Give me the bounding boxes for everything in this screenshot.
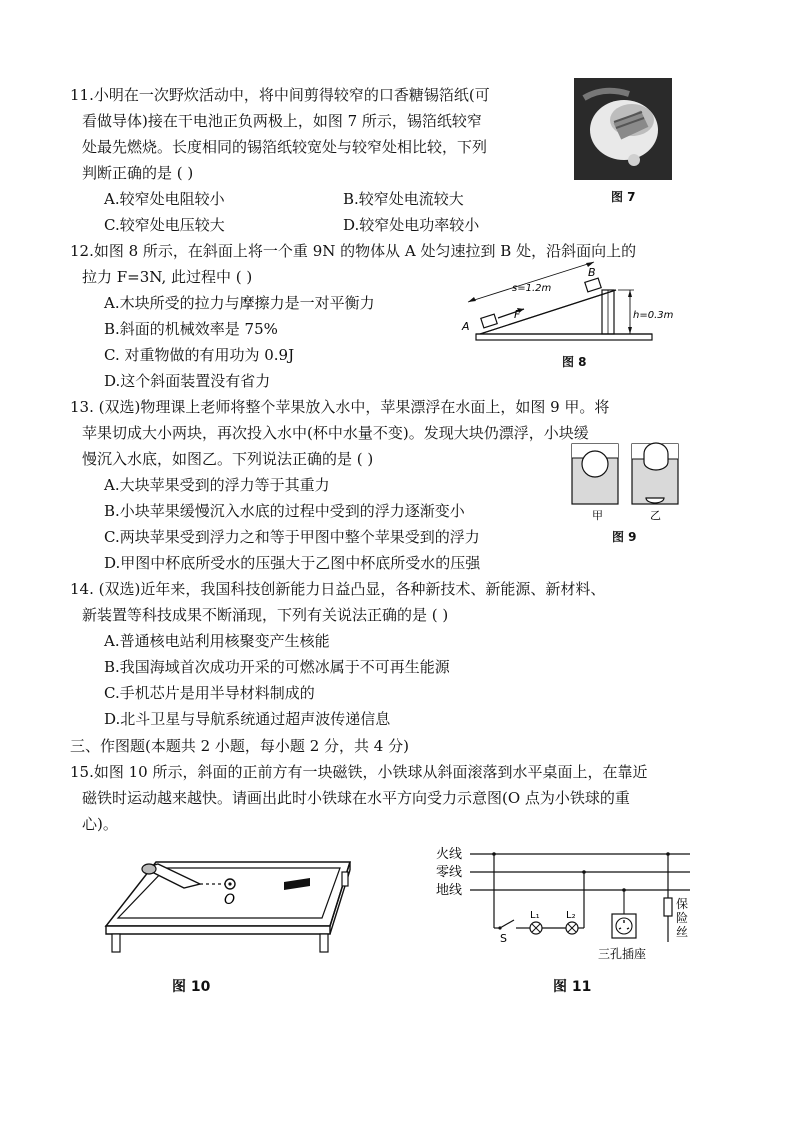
q14-option-b: B.我国海域首次成功开采的可燃冰属于不可再生能源 bbox=[104, 658, 450, 676]
q11-option-d: D.较窄处电功率较小 bbox=[343, 216, 480, 234]
figure-9-label-yi: 乙 bbox=[650, 509, 661, 522]
figure-11-fuse-label bbox=[676, 897, 688, 939]
figure-11-ground-wire: 地线 bbox=[436, 883, 463, 898]
q14-option-a: A.普通核电站利用核聚变产生核能 bbox=[104, 632, 330, 650]
q11-line-1: 11.小明在一次野炊活动中，将中间剪得较窄的口香糖锡箔纸(可 bbox=[70, 86, 490, 104]
q11-line-4: 判断正确的是 ( ) bbox=[82, 164, 194, 182]
q13-line-3: 慢沉入水底，如图乙。下列说法正确的是 ( ) bbox=[82, 450, 374, 468]
figure-10-caption: 图 10 bbox=[172, 979, 211, 995]
figure-7-caption: 图 7 bbox=[611, 190, 636, 204]
q14-option-c: C.手机芯片是用半导材料制成的 bbox=[104, 684, 315, 702]
figure-7-photo bbox=[574, 78, 672, 180]
figure-8-incline bbox=[458, 262, 674, 344]
q11-option-a: A.较窄处电阻较小 bbox=[104, 190, 225, 208]
figure-11-neutral-wire: 零线 bbox=[436, 865, 463, 880]
q13-line-1: 13. (双选)物理课上老师将整个苹果放入水中，苹果漂浮在水面上，如图 9 甲。将 bbox=[70, 398, 610, 416]
q11-line-2: 看做导体)接在干电池正负两极上，如图 7 所示，锡箔纸较窄 bbox=[82, 112, 482, 130]
figure-8-caption: 图 8 bbox=[562, 355, 587, 369]
figure-11-fuse-char: 保 bbox=[676, 897, 689, 911]
q14-line-1: 14. (双选)近年来，我国科技创新能力日益凸显，各种新技术、新能源、新材料、 bbox=[70, 580, 606, 598]
q15-line-2: 磁铁时运动越来越快。请画出此时小铁球在水平方向受力示意图(O 点为小铁球的重 bbox=[82, 789, 630, 807]
q12-option-a: A.木块所受的拉力与摩擦力是一对平衡力 bbox=[104, 294, 375, 312]
q15-line-1: 15.如图 10 所示，斜面的正前方有一块磁铁，小铁球从斜面滚落到水平桌面上，在靠近 bbox=[70, 763, 648, 781]
figure-10-point-o: O bbox=[224, 892, 236, 908]
figure-11-lamp1-label: L₁ bbox=[530, 910, 540, 921]
q12-line-2: 拉力 F=3N, 此过程中 ( ) bbox=[82, 268, 253, 286]
q12-option-c: C. 对重物做的有用功为 0.9J bbox=[104, 346, 295, 364]
q13-option-b: B.小块苹果缓慢沉入水底的过程中受到的浮力逐渐变小 bbox=[104, 502, 465, 520]
q13-option-c: C.两块苹果受到浮力之和等于甲图中整个苹果受到的浮力 bbox=[104, 528, 480, 546]
figure-8-force-label: F bbox=[514, 308, 521, 321]
q14-option-d: D.北斗卫星与导航系统通过超声波传递信息 bbox=[104, 710, 391, 728]
q13-option-a: A.大块苹果受到的浮力等于其重力 bbox=[104, 476, 330, 494]
q13-option-d: D.甲图中杯底所受水的压强大于乙图中杯底所受水的压强 bbox=[104, 554, 481, 572]
figure-11-caption: 图 11 bbox=[553, 979, 592, 995]
q13-line-2: 苹果切成大小两块，再次投入水中(杯中水量不变)。发现大块仍漂浮，小块缓 bbox=[82, 424, 589, 442]
figure-11-switch-label: S bbox=[500, 932, 507, 945]
figure-11-fuse-char: 丝 bbox=[676, 925, 689, 939]
figure-9-caption: 图 9 bbox=[612, 530, 637, 544]
figure-11-socket-label: 三孔插座 bbox=[598, 947, 647, 961]
figure-11-live-wire: 火线 bbox=[436, 847, 463, 862]
q14-line-2: 新装置等科技成果不断涌现，下列有关说法正确的是 ( ) bbox=[82, 606, 449, 624]
figure-11-fuse-char: 险 bbox=[676, 911, 689, 925]
figure-8-s-label: s=1.2m bbox=[512, 283, 552, 294]
figure-8-point-b: B bbox=[588, 266, 596, 279]
figure-11-lamp2-label: L₂ bbox=[566, 910, 576, 921]
section-3-heading: 三、作图题(本题共 2 小题，每小题 2 分，共 4 分) bbox=[70, 737, 409, 755]
figure-9-label-jia: 甲 bbox=[592, 509, 603, 522]
figure-8-h-label: h=0.3m bbox=[633, 310, 674, 321]
q11-option-c: C.较窄处电压较大 bbox=[104, 216, 225, 234]
q15-line-3: 心)。 bbox=[82, 815, 118, 833]
figure-9-beakers bbox=[566, 440, 682, 522]
q12-option-d: D.这个斜面装置没有省力 bbox=[104, 372, 271, 390]
figure-8-point-a: A bbox=[462, 320, 470, 333]
q11-line-3: 处最先燃烧。长度相同的锡箔纸较宽处与较窄处相比较，下列 bbox=[82, 138, 488, 156]
q12-option-b: B.斜面的机械效率是 75% bbox=[104, 320, 278, 338]
q11-option-b: B.较窄处电流较大 bbox=[343, 190, 464, 208]
figure-10-table bbox=[98, 852, 358, 956]
figure-11-circuit bbox=[428, 842, 694, 966]
q12-line-1: 12.如图 8 所示，在斜面上将一个重 9N 的物体从 A 处匀速拉到 B 处，沿斜面向上的 bbox=[70, 242, 637, 260]
